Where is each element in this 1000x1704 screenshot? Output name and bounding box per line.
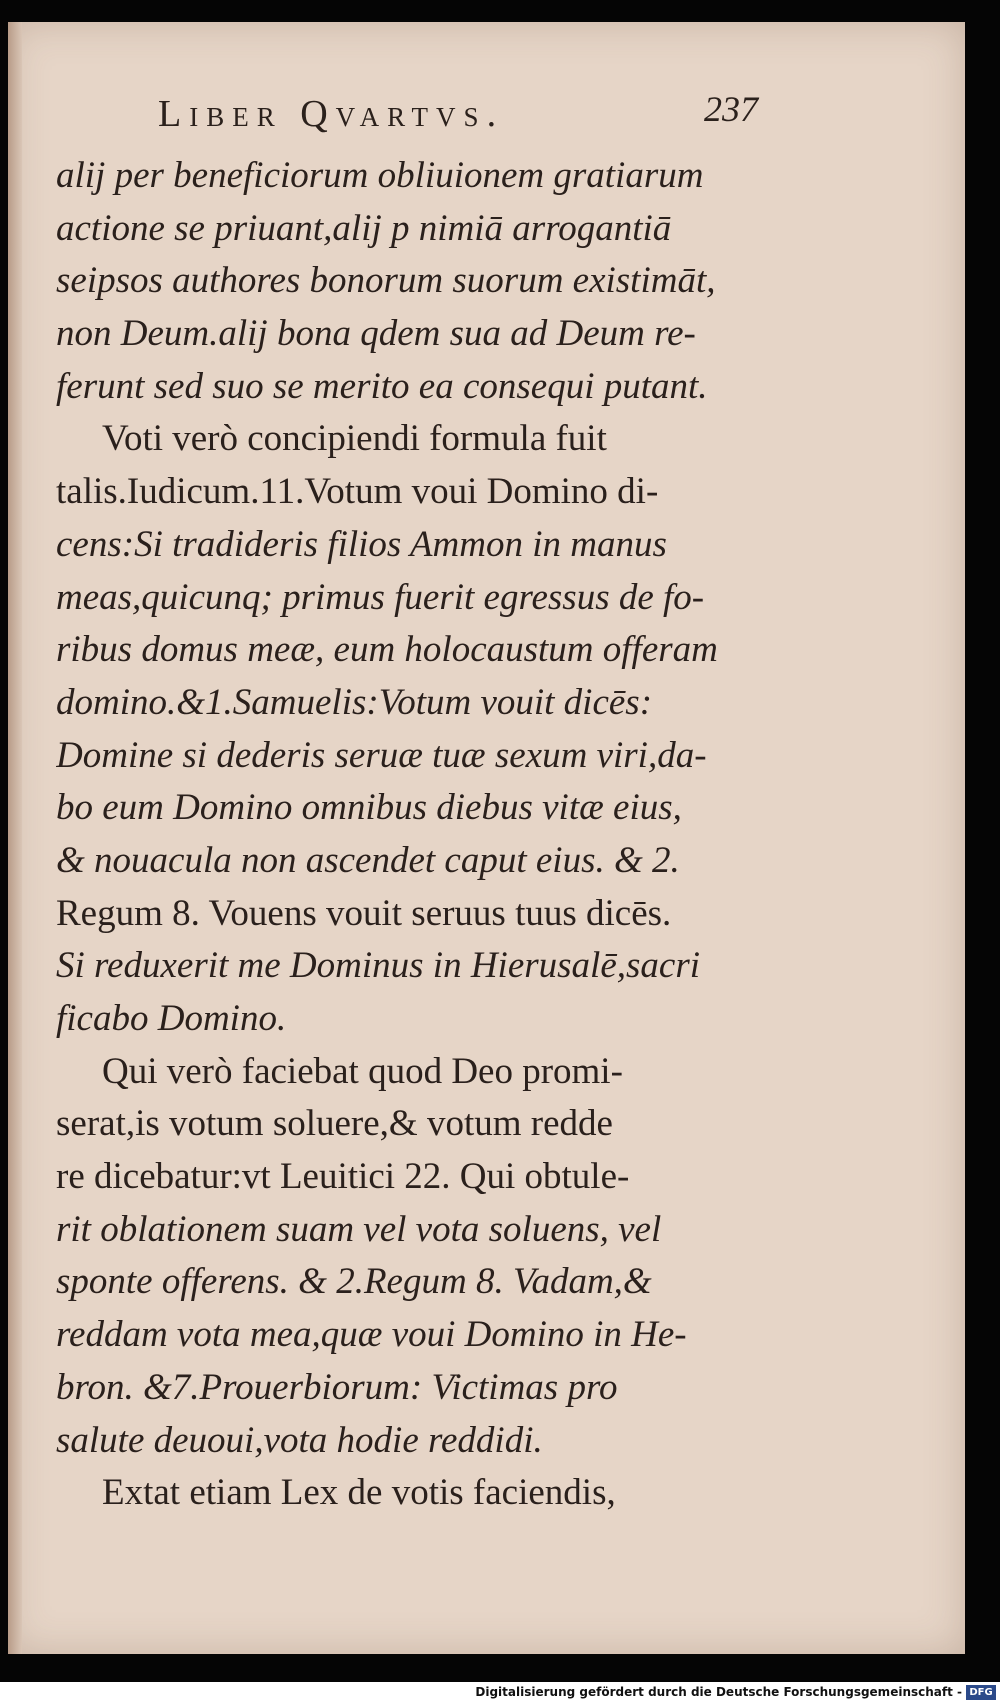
book-page (8, 22, 965, 1654)
text-line: Si reduxerit me Dominus in Hierusalē,sacri (56, 945, 700, 987)
text-line: bo eum Domino omnibus diebus vitæ eius, (56, 787, 682, 829)
page-number: 237 (704, 89, 758, 129)
dfg-logo: DFG (966, 1685, 996, 1700)
text-line: Regum 8. Vouens vouit seruus tuus dicēs. (56, 892, 672, 934)
text-line: serat,is votum soluere,& votum redde (56, 1103, 613, 1145)
running-title: Liber Qvartvs. (158, 93, 505, 135)
body-text (56, 150, 768, 1520)
funding-credit: Digitalisierung gefördert durch die Deutsche Forschungsgemeinschaft - (475, 1685, 962, 1699)
text-line: ribus domus meæ, eum holocaustum offeram (56, 629, 718, 671)
text-line: Extat etiam Lex de votis faciendis, (102, 1472, 616, 1514)
text-line: non Deum.alij bona qdem sua ad Deum re- (56, 313, 696, 355)
text-line: bron. &7.Prouerbiorum: Victimas pro (56, 1366, 618, 1408)
text-line: domino.&1.Samuelis:Votum vouit dicēs: (56, 681, 653, 723)
text-line: cens:Si tradideris filios Ammon in manus (56, 523, 667, 565)
text-line: reddam vota mea,quæ voui Domino in He- (56, 1314, 687, 1356)
page-header (158, 89, 758, 144)
text-line: ficabo Domino. (56, 998, 287, 1039)
text-line: salute deuoui,vota hodie reddidi. (56, 1419, 543, 1461)
digitization-footer (0, 1682, 1000, 1704)
text-line: & nouacula non ascendet caput eius. & 2. (56, 839, 680, 881)
text-line: re dicebatur:vt Leuitici 22. Qui obtule- (56, 1156, 630, 1198)
text-line: meas,quicunq; primus fuerit egressus de fo- (56, 576, 705, 618)
text-line: alij per beneficiorum obliuionem gratiarum (56, 155, 704, 196)
text-line: Domine si dederis seruæ tuæ sexum viri,da- (56, 734, 707, 776)
page-spine-shadow (8, 22, 22, 1654)
text-line: talis.Iudicum.11.Votum voui Domino di- (56, 471, 659, 513)
text-line: Qui verò faciebat quod Deo promi- (102, 1050, 623, 1092)
text-line: rit oblationem suam vel vota soluens, vel (56, 1208, 662, 1250)
text-line: Voti verò concipiendi formula fuit (102, 418, 607, 460)
text-line: sponte offerens. & 2.Regum 8. Vadam,& (56, 1261, 652, 1303)
text-line: seipsos authores bonorum suorum existimāt, (56, 260, 716, 302)
text-line: actione se priuant,alij p nimiā arrogantiā (56, 207, 672, 249)
text-line: ferunt sed suo se merito ea consequi putant. (56, 365, 708, 407)
